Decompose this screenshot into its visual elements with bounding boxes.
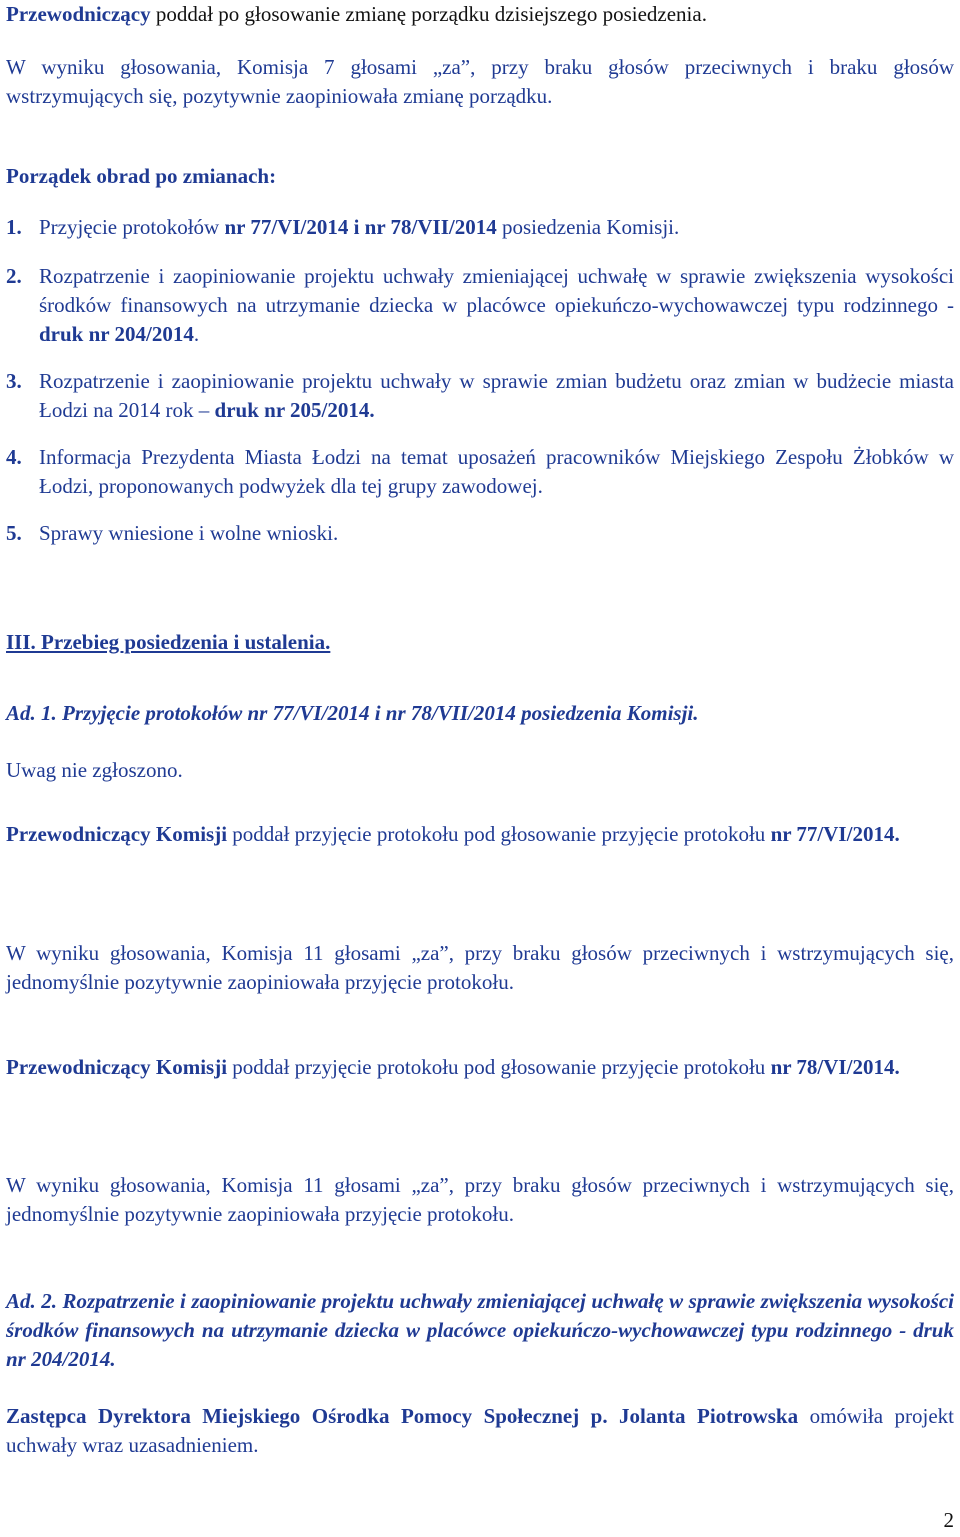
ad2-label: Ad. 2. [6, 1289, 57, 1313]
agenda-item-text: Sprawy wniesione i wolne wnioski. [39, 521, 339, 545]
agenda-item-4 [6, 443, 954, 501]
agenda-item-2 [6, 262, 954, 349]
vote-result-2: W wyniku głosowania, Komisja 11 głosami „za”, przy braku głosów przeciwnych i wstrzymujących się, jednomyślnie pozytywnie zaopiniowała przyjęcie protokołu. [6, 1173, 954, 1226]
protocol-number: nr 78/VI/2014. [770, 1055, 900, 1079]
protocol-number: nr 77/VI/2014. [770, 822, 900, 846]
paragraph-text: poddał przyjęcie protokołu pod głosowanie przyjęcie protokołu [227, 1055, 771, 1079]
vote-result-1: W wyniku głosowania, Komisja 11 głosami „za”, przy braku głosów przeciwnych i wstrzymujących się, jednomyślnie pozytywnie zaopiniowała przyjęcie protokołu. [6, 941, 954, 994]
agenda-item-text: Informacja Prezydenta Miasta Łodzi na temat uposażeń pracowników Miejskiego Zespołu Żłobków w Łodzi, proponowanych podwyżek dla tej grupy zawodowej. [39, 445, 954, 498]
page-number: 2 [943, 1508, 954, 1532]
ad2-heading [6, 1287, 954, 1374]
ad1-title: Przyjęcie protokołów nr 77/VI/2014 i nr 78/VII/2014 posiedzenia Komisji. [62, 701, 699, 725]
agenda-item-text: Rozpatrzenie i zaopiniowanie projektu uchwały w sprawie zmian budżetu oraz zmian w budżecie miasta Łodzi na 2014 rok – druk nr 205/2014. [39, 369, 954, 422]
chairman-label: Przewodniczący [6, 2, 151, 26]
agenda-item-number: 5. [6, 521, 22, 545]
ad1-heading [6, 699, 954, 728]
chairman-label: Przewodniczący Komisji [6, 822, 228, 846]
vote-proposal-1 [6, 820, 954, 849]
agenda-item-5 [6, 519, 954, 548]
agenda-item-text: Przyjęcie protokołów nr 77/VI/2014 i nr 78/VII/2014 posiedzenia Komisji. [39, 215, 680, 239]
agenda-item-number: 4. [6, 445, 22, 469]
paragraph-text: poddał przyjęcie protokołu pod głosowanie przyjęcie protokołu [227, 822, 771, 846]
paragraph-text: poddał po głosowanie zmianę porządku dzisiejszego posiedzenia. [150, 2, 707, 26]
agenda-item-3 [6, 367, 954, 425]
vote-proposal-2 [6, 1053, 954, 1082]
agenda-item-number: 1. [6, 215, 22, 239]
agenda-item-number: 2. [6, 264, 22, 288]
agenda-item-1 [6, 213, 954, 242]
agenda-item-number: 3. [6, 369, 22, 393]
paragraph-order-change [6, 0, 954, 29]
agenda-item-text: Rozpatrzenie i zaopiniowanie projektu uchwały zmieniającej uchwałę w sprawie zwiększenia wysokości środków finansowych na utrzymanie dziecka w placówce opiekuńczo-wychowawczej typu rodzinnego - druk nr 204/2014. [39, 264, 954, 346]
agenda-title: Porządek obrad po zmianach: [6, 164, 277, 188]
ad1-label: Ad. 1. [6, 701, 57, 725]
speaker-paragraph [6, 1402, 954, 1460]
chairman-label: Przewodniczący Komisji [6, 1055, 228, 1079]
speaker-name: Zastępca Dyrektora Miejskiego Ośrodka Pomocy Społecznej p. Jolanta Piotrowska [6, 1404, 799, 1428]
ad1-note: Uwag nie zgłoszono. [6, 758, 183, 782]
ad2-title: Rozpatrzenie i zaopiniowanie projektu uchwały zmieniającej uchwałę w sprawie zwiększenia wysokości środków finansowych na utrzymanie dziecka w placówce opiekuńczo-wychowawczej typu rodzinnego - druk nr 204/2014. [6, 1289, 954, 1371]
section-heading-iii: III. Przebieg posiedzenia i ustalenia. [6, 630, 331, 654]
paragraph-text: omówiła projekt uchwały wraz uzasadnieniem. [6, 1404, 954, 1457]
paragraph-vote-result: W wyniku głosowania, Komisja 7 głosami „za”, przy braku głosów przeciwnych i braku głosów wstrzymujących się, pozytywnie zaopiniowała zmianę porządku. [6, 55, 954, 108]
